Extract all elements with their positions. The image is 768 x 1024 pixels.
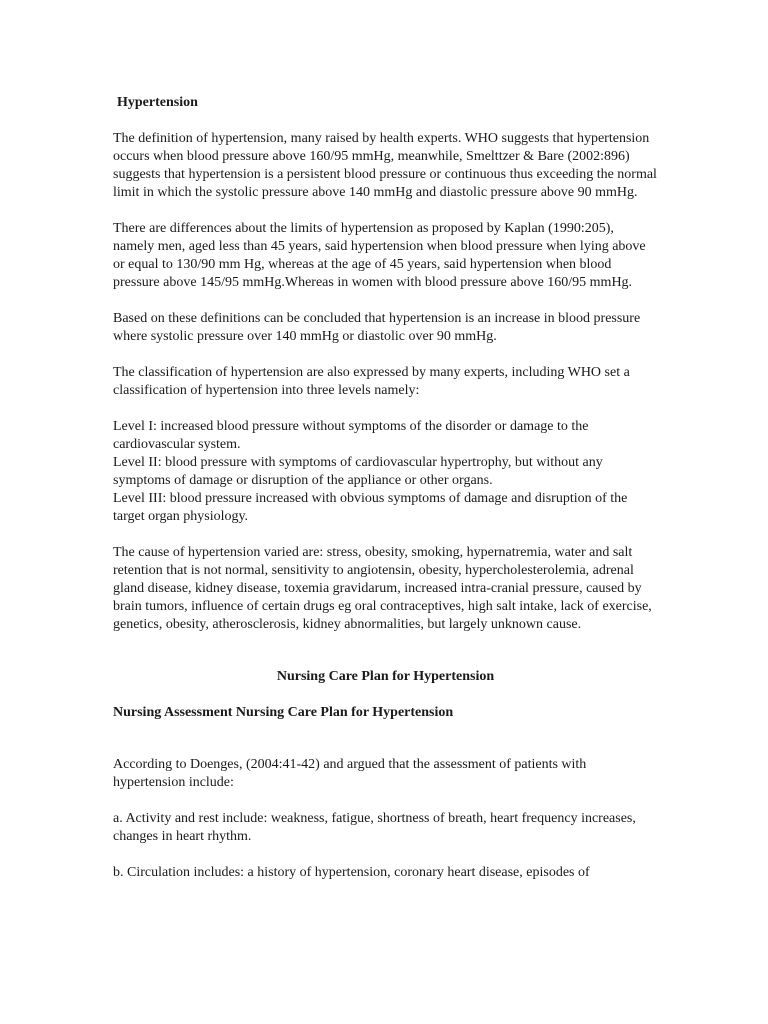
assessment-item-a: a. Activity and rest include: weakness, fatigue, shortness of breath, heart frequency increases, changes in heart rhythm.	[113, 811, 636, 844]
assessment-intro: According to Doenges, (2004:41-42) and argued that the assessment of patients with hypertension include:	[113, 757, 587, 790]
levels-list	[113, 418, 658, 526]
document-title: Hypertension	[117, 95, 198, 110]
document-page	[113, 94, 658, 900]
assessment-item-b: b. Circulation includes: a history of hypertension, coronary heart disease, episodes of	[113, 865, 590, 880]
level-2: Level II: blood pressure with symptoms of cardiovascular hypertrophy, but without any symptoms of damage or disruption of the appliance or other organs.	[113, 455, 603, 488]
subsection-title: Nursing Assessment Nursing Care Plan for Hypertension	[113, 705, 454, 720]
paragraph-causes: The cause of hypertension varied are: stress, obesity, smoking, hypernatremia, water and salt retention that is not normal, sensitivity to angiotensin, obesity, hypercholesterolemia, adrenal gland disease, kidney disease, toxemia gravidarum, increased intra-cranial pressure, caused by brain tumors, influence of certain drugs eg oral contraceptives, high salt intake, lack of exercise, genetics, obesity, atherosclerosis, kidney abnormalities, but largely unknown cause.	[113, 545, 652, 632]
paragraph-conclusion: Based on these definitions can be concluded that hypertension is an increase in blood pressure where systolic pressure over 140 mmHg or diastolic over 90 mmHg.	[113, 311, 641, 344]
level-1: Level I: increased blood pressure without symptoms of the disorder or damage to the cardiovascular system.	[113, 419, 589, 452]
section-title: Nursing Care Plan for Hypertension	[276, 669, 495, 684]
paragraph-classification: The classification of hypertension are also expressed by many experts, including WHO set a classification of hypertension into three levels namely:	[113, 365, 630, 398]
paragraph-limits: There are differences about the limits of hypertension as proposed by Kaplan (1990:205), namely men, aged less than 45 years, said hypertension when blood pressure when lying above or equal to 130/90 mm Hg, whereas at the age of 45 years, said hypertension when blood pressure above 145/95 mmHg.Whereas in women with blood pressure above 160/95 mmHg.	[113, 221, 646, 290]
level-3: Level III: blood pressure increased with obvious symptoms of damage and disruption of the target organ physiology.	[113, 491, 628, 524]
paragraph-definition: The definition of hypertension, many raised by health experts. WHO suggests that hypertension occurs when blood pressure above 160/95 mmHg, meanwhile, Smelttzer & Bare (2002:896) suggests that hypertension is a persistent blood pressure or continuous thus exceeding the normal limit in which the systolic pressure above 140 mmHg and diastolic pressure above 90 mmHg.	[113, 131, 657, 200]
